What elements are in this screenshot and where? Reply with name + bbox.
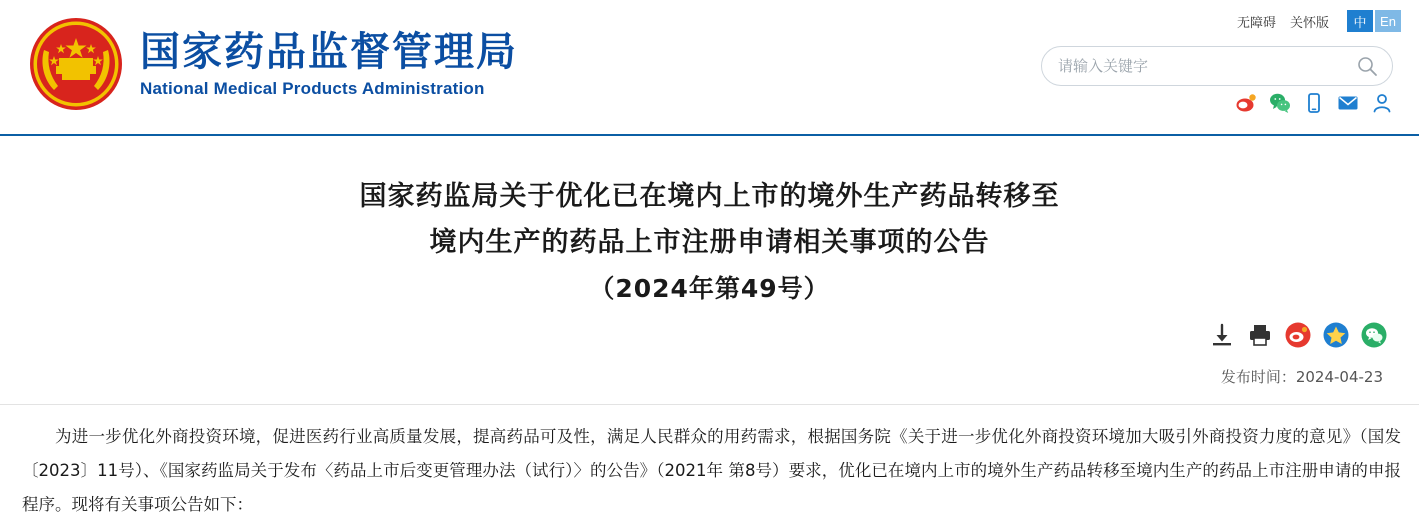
national-emblem-icon <box>28 16 124 112</box>
search-input[interactable] <box>1056 56 1356 76</box>
header-utility-bar <box>1237 10 1401 32</box>
article-title-number: （2024年第49号） <box>589 274 830 303</box>
search-box[interactable] <box>1041 46 1393 86</box>
mail-icon[interactable] <box>1337 92 1359 114</box>
download-icon[interactable] <box>1209 322 1235 348</box>
brand-title-cn: 国家药品监督管理局 <box>140 29 518 75</box>
favorite-icon[interactable] <box>1323 322 1349 348</box>
mobile-icon[interactable] <box>1303 92 1325 114</box>
print-icon[interactable] <box>1247 322 1273 348</box>
care-version-link[interactable]: 关怀版 <box>1289 14 1329 30</box>
brand-text <box>140 29 518 99</box>
language-switcher <box>1347 10 1401 32</box>
site-brand[interactable] <box>28 16 518 112</box>
accessibility-link[interactable]: 无障碍 <box>1236 14 1276 30</box>
lang-english-button[interactable]: En <box>1375 10 1401 32</box>
weibo-icon[interactable] <box>1235 92 1257 114</box>
article-action-row <box>1209 322 1387 348</box>
user-icon[interactable] <box>1371 92 1393 114</box>
article-title-line-1: 国家药监局关于优化已在境内上市的境外生产药品转移至 <box>359 181 1060 212</box>
search-icon[interactable] <box>1356 55 1378 77</box>
weibo-share-icon[interactable] <box>1285 322 1311 348</box>
publish-time: 发布时间：2024-04-23 <box>1220 368 1383 386</box>
site-header <box>0 0 1419 136</box>
lang-chinese-button[interactable]: 中 <box>1347 10 1373 32</box>
article-paragraph-1: 为进一步优化外商投资环境，促进医药行业高质量发展，提高药品可及性，满足人民群众的用药需求，根据国务院《关于进一步优化外商投资环境加大吸引外商投资力度的意见》（国发〔2023〕11号）、《国家药监局关于发布〈药品上市后变更管理办法（试行）〉的公告》（2021年 第8号）要求，优化已在境内上市的境外生产药品转移至境内生产的药品上市注册申请的申报程序。现将有关事项公告如下： <box>22 427 1401 514</box>
header-social-row <box>1235 92 1393 114</box>
wechat-share-icon[interactable] <box>1361 322 1387 348</box>
wechat-icon[interactable] <box>1269 92 1291 114</box>
article-title-line-2: 境内生产的药品上市注册申请相关事项的公告 <box>429 227 990 258</box>
content-divider <box>0 404 1419 405</box>
brand-title-en: National Medical Products Administration <box>140 79 485 98</box>
article-title <box>0 174 1419 312</box>
